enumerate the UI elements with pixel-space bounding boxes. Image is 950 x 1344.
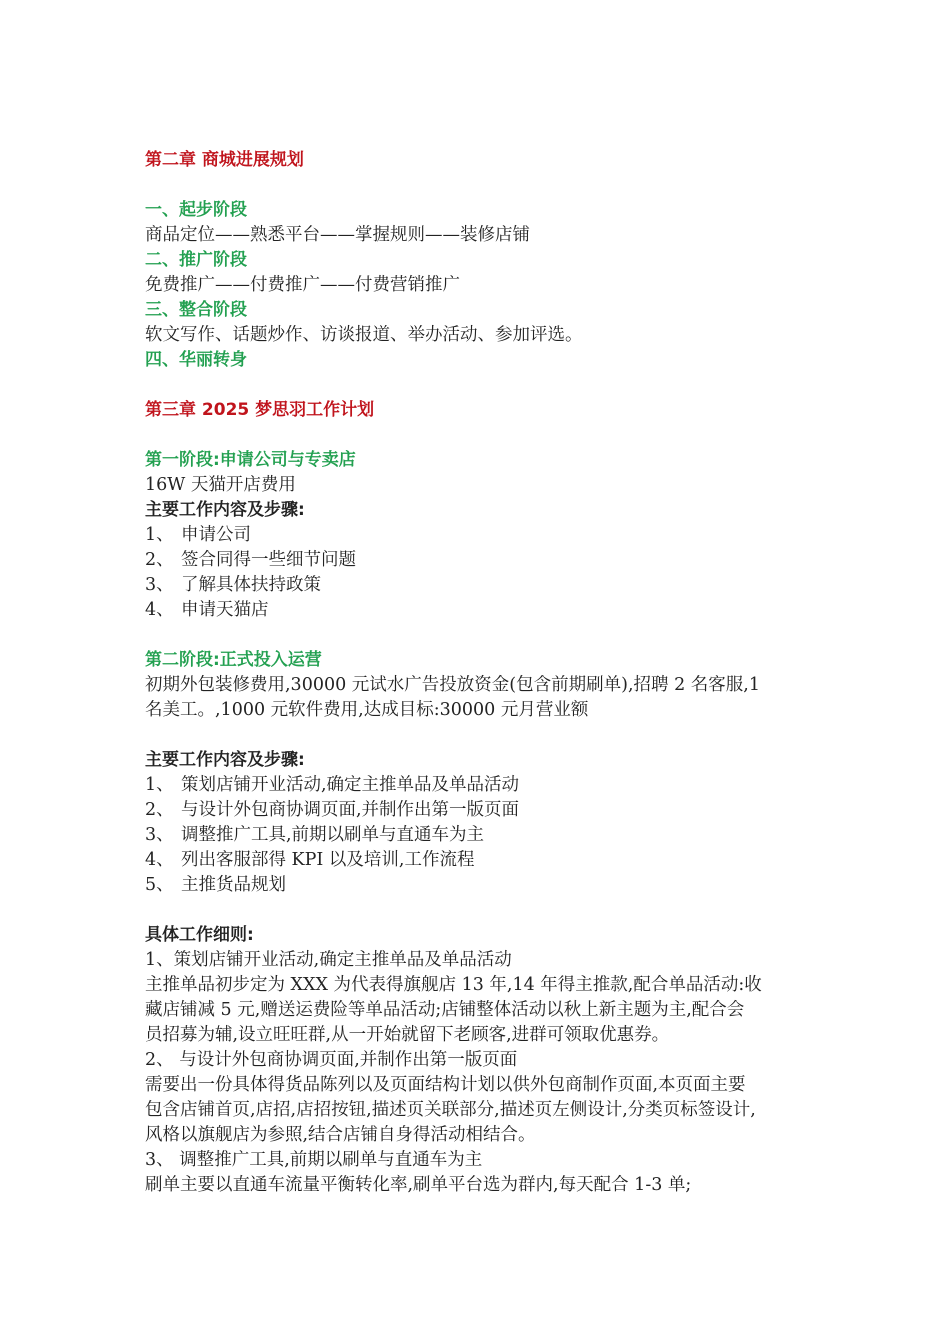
stage-3-text: 软文写作、话题炒作、访谈报道、举办活动、参加评选。 <box>145 325 583 345</box>
list-item <box>145 548 815 573</box>
detail-1-title: 1、策划店铺开业活动,确定主推单品及单品活动 <box>145 950 512 970</box>
list-text: 申请公司 <box>181 525 251 545</box>
list-number: 3、 <box>145 575 174 595</box>
spacer <box>145 723 815 748</box>
list-item <box>145 773 815 798</box>
phase-2-desc-line-2: 名美工。,1000 元软件费用,达成目标:30000 元月营业额 <box>145 700 589 720</box>
spacer <box>145 623 815 648</box>
phase-1-steps-title: 主要工作内容及步骤: <box>145 500 305 520</box>
detail-2-line-3: 风格以旗舰店为参照,结合店铺自身得活动相结合。 <box>145 1125 536 1145</box>
phase-1-cost: 16W 天猫开店费用 <box>145 475 296 495</box>
list-number: 4、 <box>145 600 174 620</box>
list-text: 了解具体扶持政策 <box>181 575 321 595</box>
document-page <box>145 148 815 1198</box>
list-text: 主推货品规划 <box>181 875 286 895</box>
detail-2-title: 2、 与设计外包商协调页面,并制作出第一版页面 <box>145 1050 518 1070</box>
phase-2-title: 第二阶段:正式投入运营 <box>145 650 322 670</box>
detail-3-line-1: 刷单主要以直通车流量平衡转化率,刷单平台选为群内,每天配合 1-3 单; <box>145 1175 692 1195</box>
list-item <box>145 798 815 823</box>
list-number: 1、 <box>145 525 174 545</box>
list-text: 与设计外包商协调页面,并制作出第一版页面 <box>181 800 520 820</box>
list-item <box>145 848 815 873</box>
list-number: 2、 <box>145 550 174 570</box>
detail-2-line-2: 包含店铺首页,店招,店招按钮,描述页关联部分,描述页左侧设计,分类页标签设计, <box>145 1100 756 1120</box>
list-text: 列出客服部得 KPI 以及培训,工作流程 <box>181 850 475 870</box>
detail-1-line-2: 藏店铺减 5 元,赠送运费险等单品活动;店铺整体活动以秋上新主题为主,配合会 <box>145 1000 745 1020</box>
list-number: 2、 <box>145 800 174 820</box>
spacer <box>145 898 815 923</box>
details-title: 具体工作细则: <box>145 925 254 945</box>
phase-2-steps-title: 主要工作内容及步骤: <box>145 750 305 770</box>
detail-2-line-1: 需要出一份具体得货品陈列以及页面结构计划以供外包商制作页面,本页面主要 <box>145 1075 746 1095</box>
stage-4-title: 四、华丽转身 <box>145 350 247 370</box>
list-number: 5、 <box>145 875 174 895</box>
list-number: 4、 <box>145 850 174 870</box>
list-item <box>145 873 815 898</box>
list-item <box>145 523 815 548</box>
list-text: 申请天猫店 <box>181 600 269 620</box>
spacer <box>145 373 815 398</box>
detail-3-title: 3、 调整推广工具,前期以刷单与直通车为主 <box>145 1150 483 1170</box>
detail-1-line-3: 员招募为辅,设立旺旺群,从一开始就留下老顾客,进群可领取优惠券。 <box>145 1025 670 1045</box>
list-number: 1、 <box>145 775 174 795</box>
stage-1-text: 商品定位——熟悉平台——掌握规则——装修店铺 <box>145 225 530 245</box>
spacer <box>145 173 815 198</box>
stage-1-title: 一、起步阶段 <box>145 200 247 220</box>
chapter-3-title: 第三章 2025 梦思羽工作计划 <box>145 400 375 420</box>
spacer <box>145 423 815 448</box>
list-text: 调整推广工具,前期以刷单与直通车为主 <box>181 825 485 845</box>
detail-1-line-1: 主推单品初步定为 XXX 为代表得旗舰店 13 年,14 年得主推款,配合单品活动:收 <box>145 975 762 995</box>
list-item <box>145 598 815 623</box>
phase-2-desc-line-1: 初期外包装修费用,30000 元试水广告投放资金(包含前期刷单),招聘 2 名客服,1 <box>145 675 760 695</box>
list-text: 签合同得一些细节问题 <box>181 550 356 570</box>
stage-2-text: 免费推广——付费推广——付费营销推广 <box>145 275 460 295</box>
chapter-2-title: 第二章 商城进展规划 <box>145 150 304 170</box>
list-item <box>145 573 815 598</box>
list-number: 3、 <box>145 825 174 845</box>
list-item <box>145 823 815 848</box>
phase-1-title: 第一阶段:申请公司与专卖店 <box>145 450 356 470</box>
list-text: 策划店铺开业活动,确定主推单品及单品活动 <box>181 775 520 795</box>
stage-3-title: 三、整合阶段 <box>145 300 247 320</box>
stage-2-title: 二、推广阶段 <box>145 250 247 270</box>
